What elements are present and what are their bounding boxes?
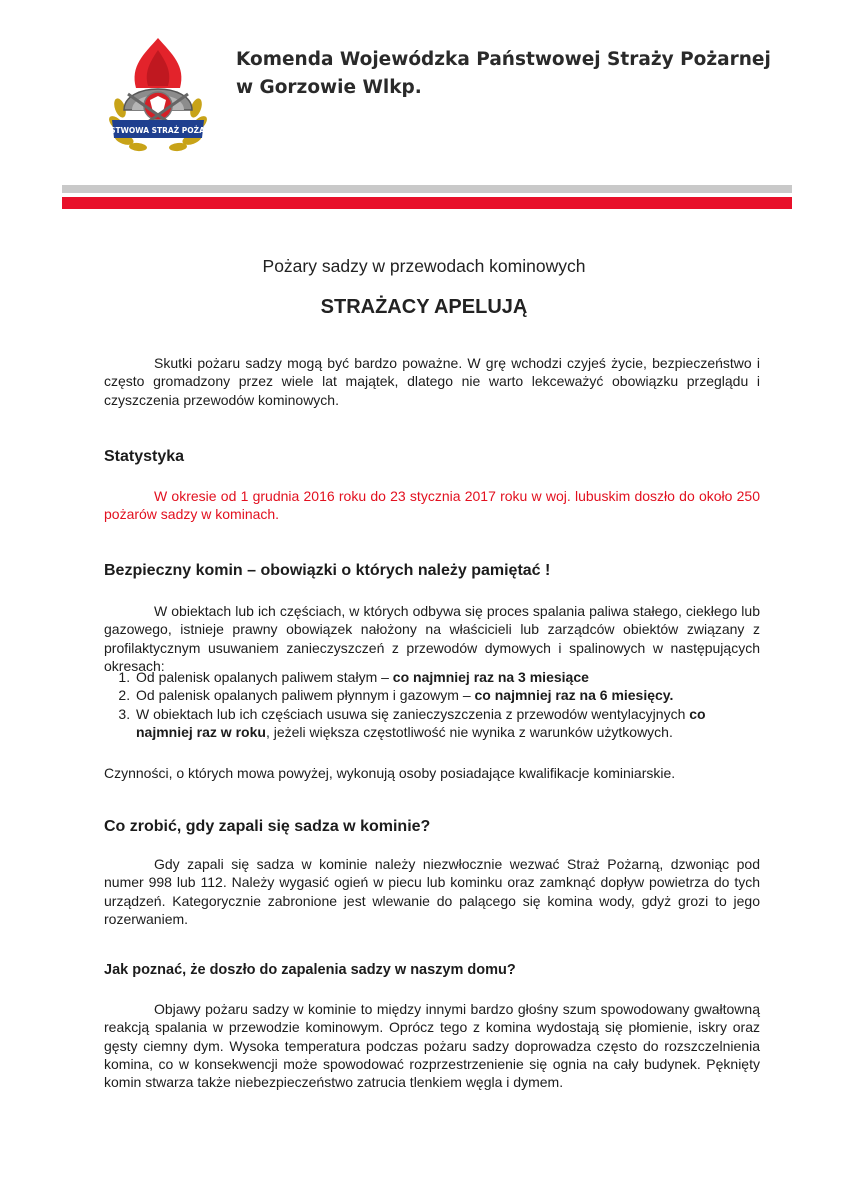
statistics-paragraph: W okresie od 1 grudnia 2016 roku do 23 stycznia 2017 roku w woj. lubuskim doszło do około 250 pożarów sadzy w kominach. xyxy=(104,488,760,523)
organization-name-line2: w Gorzowie Wlkp. xyxy=(236,77,422,98)
statistics-heading: Statystyka xyxy=(104,448,185,465)
soot-fire-actions-heading: Co zrobić, gdy zapali się sadza w kominie? xyxy=(104,818,431,835)
list-item: 2. Od palenisk opalanych paliwem płynnym i gazowym – co najmniej raz na 6 miesięcy. xyxy=(134,686,760,704)
list-item: 3. W obiektach lub ich częściach usuwa się zanieczyszczenia z przewodów wentylacyjnych co najmniej raz w roku, jeżeli większa częstotliwość nie wynika z warunków użytkowych. xyxy=(134,705,760,742)
cleaning-frequency-list xyxy=(104,668,760,741)
chimney-duties-paragraph: W obiektach lub ich częściach, w których odbywa się proces spalania paliwa stałego, ciekłego lub gazowego, istnieje prawny obowiązek nałożony na właścicieli lub zarządców obiektów związany z profilaktycznym usuwaniem zanieczyszczeń z przewodów dymowych i spalinowych w następujących okresach: xyxy=(104,603,760,674)
soot-fire-symptoms-heading: Jak poznać, że doszło do zapalenia sadzy w naszym domu? xyxy=(104,962,516,978)
soot-fire-symptoms-paragraph: Objawy pożaru sadzy w kominie to między innymi bardzo głośny szum spowodowany gwałtowną reakcją spalania w przewodzie kominowym. Oprócz tego z komina wydostają się płomienie, iskry oraz gęsty ciemny dym. Wysoka temperatura podczas pożaru sadzy doprowadza często do rozszczelnienia komina, co w konsekwencji może spowodować rozprzestrzenienie się ognia na cały budynek. Pęknięty komin stwarza także niebezpieczeństwo zatrucia tlenkiem węgla i dymem. xyxy=(104,1001,760,1091)
chimney-duties-heading: Bezpieczny komin – obowiązki o których należy pamiętać ! xyxy=(104,562,551,579)
document-title: STRAŻACY APELUJĄ xyxy=(320,296,528,318)
organization-name xyxy=(236,46,771,102)
emblem-ribbon-text: PAŃSTWOWA STRAŻ POŻARNA xyxy=(93,126,223,135)
qualifications-note: Czynności, o których mowa powyżej, wykonują osoby posiadające kwalifikacje kominiarskie. xyxy=(104,765,676,781)
header-gray-rule xyxy=(62,185,792,193)
intro-paragraph: Skutki pożaru sadzy mogą być bardzo poważne. W grę wchodzi czyjeś życie, bezpieczeństwo i często gromadzony przez wiele lat majątek, dlatego nie warto lekceważyć obowiązku przeglądu i czyszczenia przewodów kominowych. xyxy=(104,355,760,408)
header-red-rule xyxy=(62,197,792,209)
fire-service-emblem-icon xyxy=(93,36,223,154)
list-item: 1. Od palenisk opalanych paliwem stałym – co najmniej raz na 3 miesiące xyxy=(134,668,760,686)
organization-name-line1: Komenda Wojewódzka Państwowej Straży Pożarnej xyxy=(236,49,771,70)
soot-fire-actions-paragraph: Gdy zapali się sadza w kominie należy niezwłocznie wezwać Straż Pożarną, dzwoniąc pod numer 998 lub 112. Należy wygasić ogień w piecu lub kominku oraz zamknąć dopływ powietrza do tych urządzeń. Kategorycznie zabronione jest wlewanie do palącego się komina wody, gdyż grozi to jego rozerwaniem. xyxy=(104,856,760,927)
document-subtitle: Pożary sadzy w przewodach kominowych xyxy=(262,256,586,276)
